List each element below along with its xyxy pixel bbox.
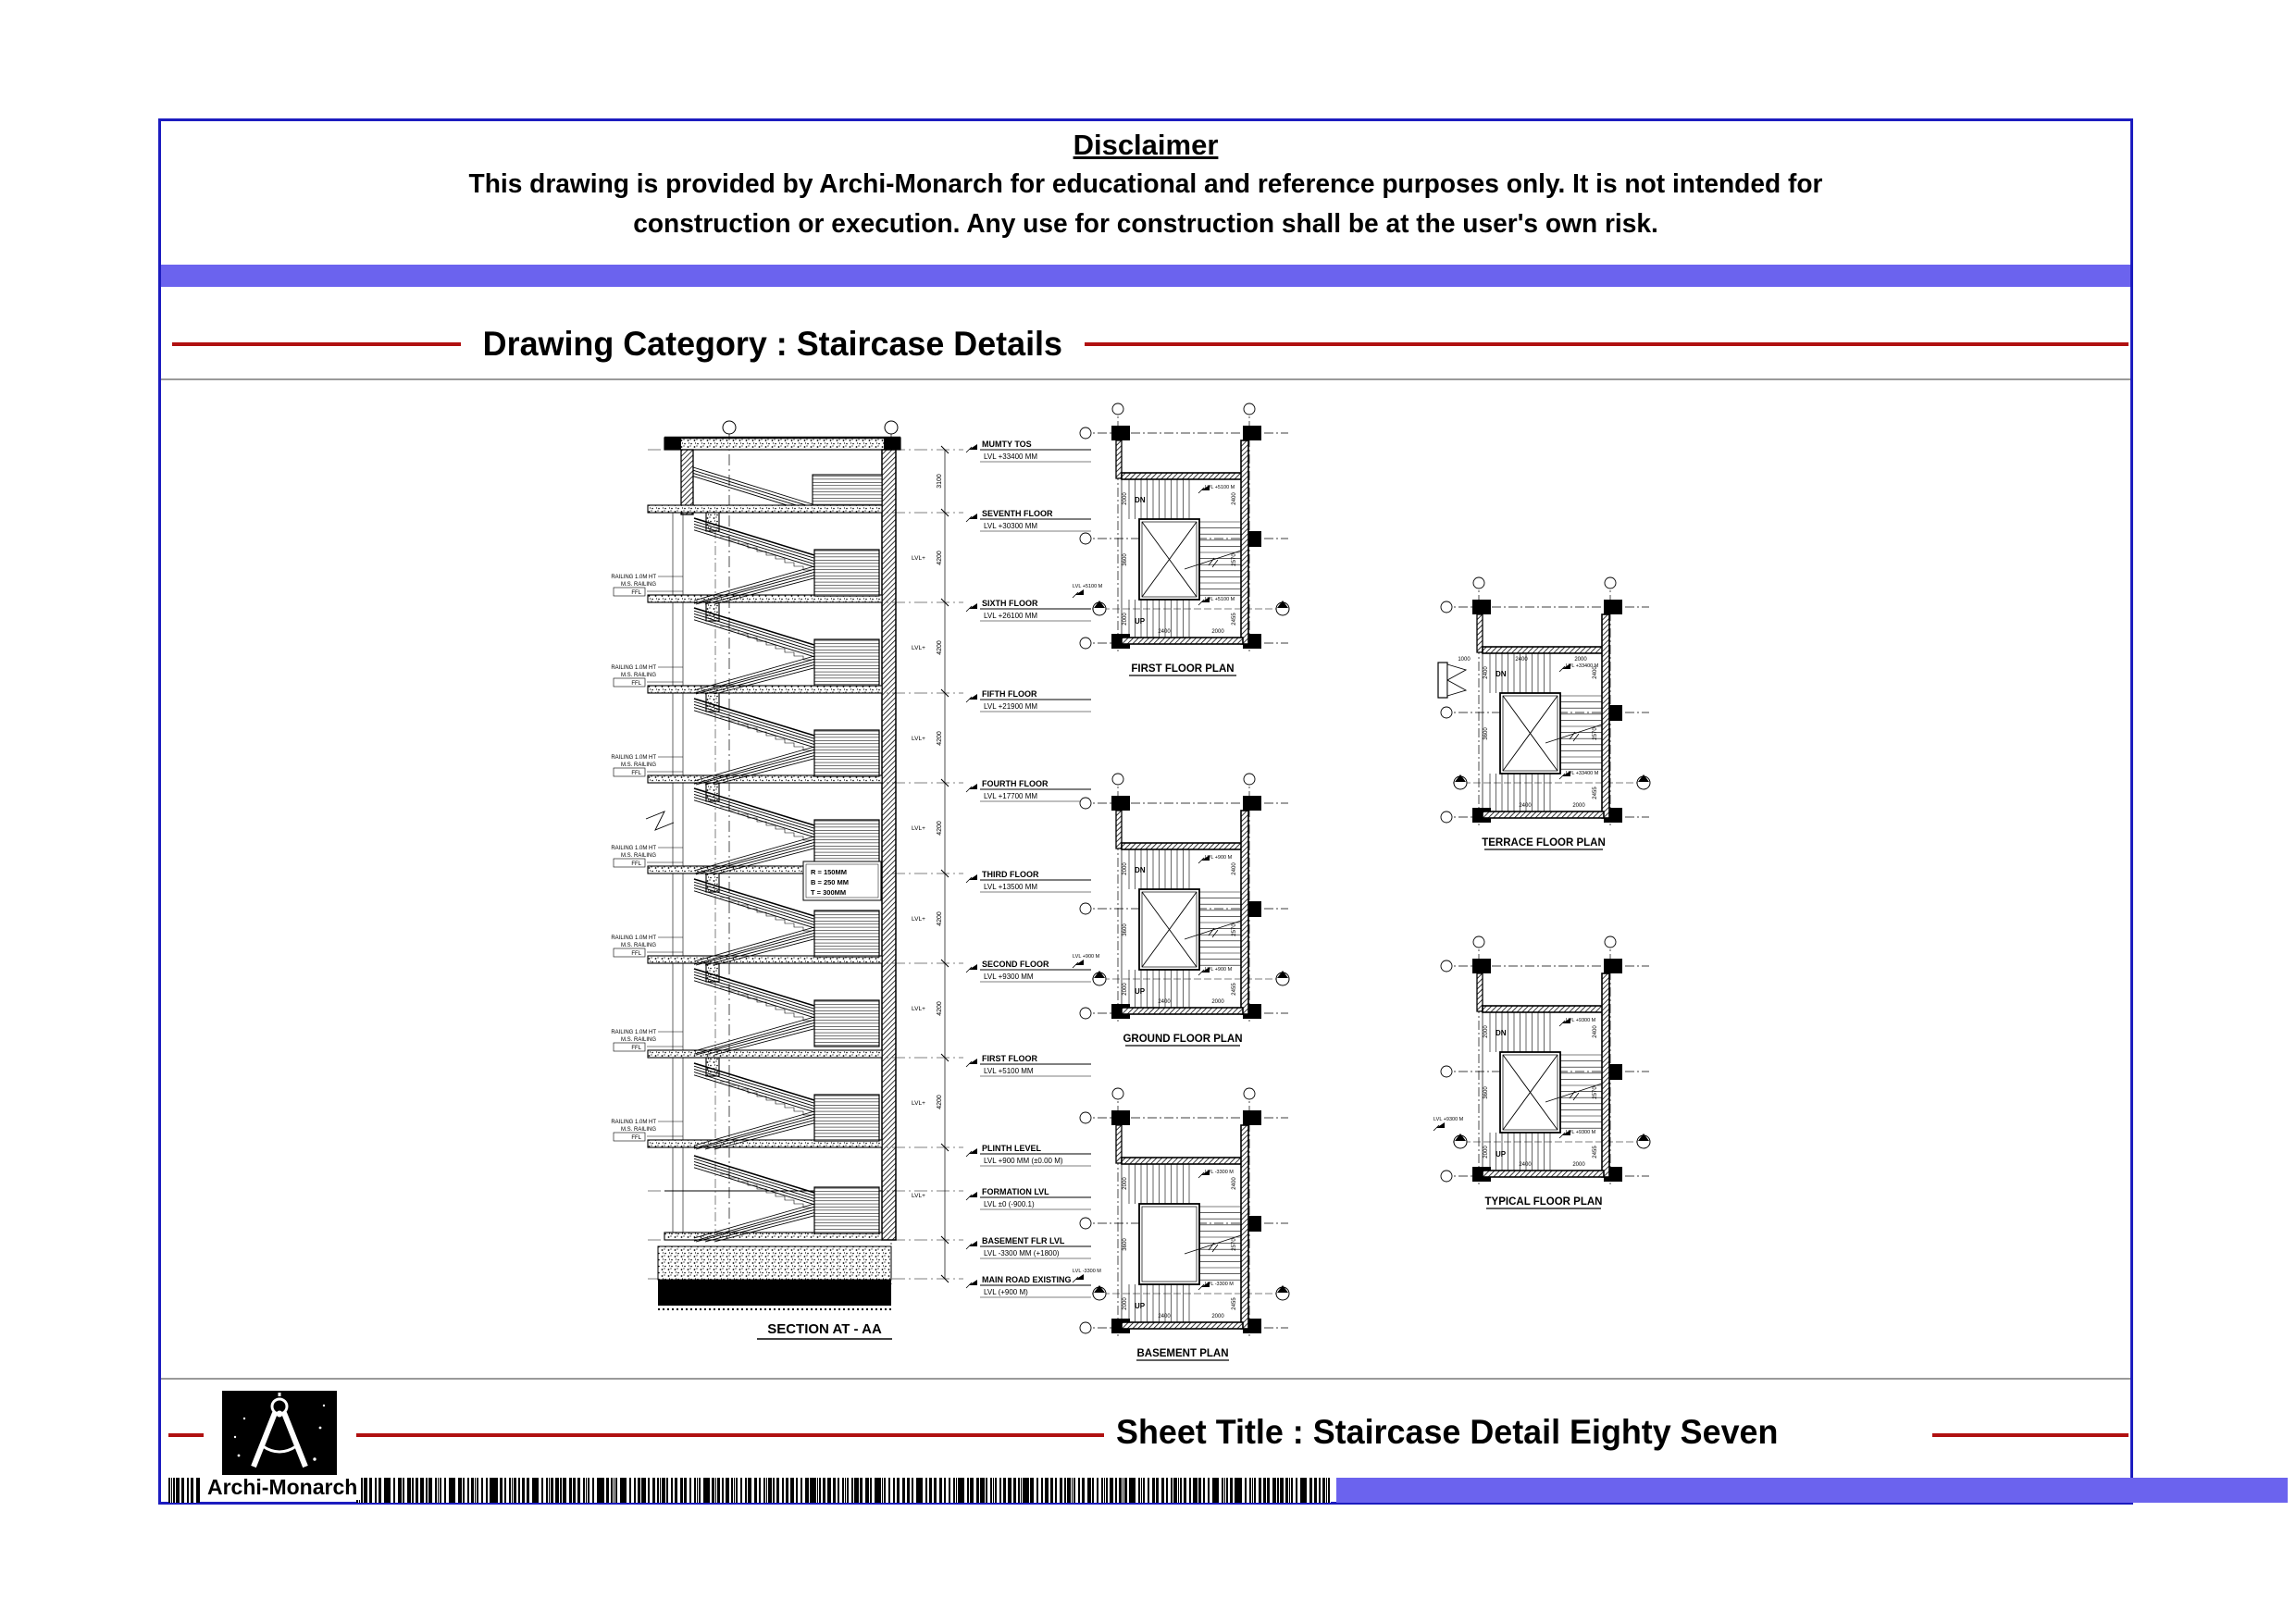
plan-level: LVL -3300 M [1205, 1170, 1234, 1175]
dn-label: DN [1496, 1029, 1507, 1037]
plan-level: LVL +9300 M [1433, 1117, 1464, 1122]
legend-breadth: B = 250 MM [811, 878, 850, 886]
plan-typical-floor [1433, 934, 1655, 1220]
section-note: RAILING 1.0M HT [611, 665, 656, 671]
legend-tread: T = 300MM [811, 888, 847, 897]
up-label: UP [1135, 1302, 1146, 1310]
level-name: PLINTH LEVEL [982, 1144, 1042, 1153]
archi-monarch-logo [222, 1391, 337, 1476]
dim: 2000 [1123, 613, 1128, 626]
section-note: M.S. RAILING [620, 582, 656, 588]
level-value: LVL +21900 MM [984, 702, 1038, 711]
section-note: FFL [631, 681, 641, 687]
dim-top: 3100 [937, 474, 943, 489]
dim-floor: 4200 [937, 1001, 943, 1016]
section-note: M.S. RAILING [620, 1037, 656, 1043]
dim: 2000 [1211, 999, 1224, 1005]
section-note: FFL [631, 951, 641, 957]
level-name: SECOND FLOOR [982, 960, 1049, 969]
footer-rule-right [1932, 1433, 2128, 1437]
dim: 2000 [1123, 492, 1128, 505]
section-title: SECTION AT - AA [767, 1321, 882, 1337]
level-name: MUMTY TOS [982, 440, 1032, 449]
footer-rule-dash [168, 1433, 204, 1437]
dim: 2000 [1483, 1146, 1489, 1158]
section-note: FFL [631, 771, 641, 776]
plan-title: FIRST FLOOR PLAN [1131, 663, 1235, 675]
dim: 2000 [1483, 1025, 1489, 1038]
plan-title: TERRACE FLOOR PLAN [1482, 837, 1606, 849]
section-note: RAILING 1.0M HT [611, 1120, 656, 1125]
dim: 2000 [1123, 862, 1128, 875]
brand-name: Archi-Monarch [205, 1475, 360, 1500]
footer-rule-left [356, 1433, 1104, 1437]
dim-floor: 4200 [937, 551, 943, 565]
dim: 2400 [1158, 629, 1171, 635]
disclaimer-line-2: construction or execution. Any use for construction shall be at the user's own risk. [633, 209, 1658, 239]
dim: 2000 [1211, 1314, 1224, 1319]
plan-level: LVL +900 M [1205, 967, 1233, 973]
level-value: LVL +33400 MM [984, 452, 1038, 461]
dim: 3600 [1123, 1238, 1128, 1251]
section-note: M.S. RAILING [620, 762, 656, 768]
disclaimer-line-1: This drawing is provided by Archi-Monarch for educational and reference purposes only. It is not intended for [468, 169, 1823, 199]
plan-level: LVL +900 M [1205, 855, 1233, 861]
dim: 2455 [1232, 613, 1237, 626]
disclaimer-title: Disclaimer [1073, 129, 1219, 161]
dim: 2455 [1593, 1146, 1598, 1158]
dim: 2400 [1483, 666, 1489, 679]
plan-terrace-floor [1433, 575, 1655, 861]
level-name: THIRD FLOOR [982, 870, 1039, 879]
dim: 3600 [1123, 923, 1128, 936]
flight-flag: LVL+ [912, 1100, 925, 1107]
plan-level: LVL +900 M [1073, 954, 1100, 960]
sheet-title: Sheet Title : Staircase Detail Eighty Seven [1116, 1413, 1779, 1451]
level-name: FIRST FLOOR [982, 1054, 1037, 1063]
dim: 2570 [1232, 553, 1237, 566]
level-name: FIFTH FLOOR [982, 689, 1037, 699]
dim: 1000 [1458, 657, 1471, 663]
level-name: SIXTH FLOOR [982, 599, 1038, 608]
dim: 2400 [1232, 862, 1237, 875]
staircase-section-drawing [577, 419, 1095, 1349]
dim: 2400 [1519, 1162, 1532, 1168]
dim: 2000 [1572, 1162, 1585, 1168]
level-value: LVL +13500 MM [984, 883, 1038, 891]
dim-floor: 4200 [937, 1095, 943, 1109]
footer-divider [161, 1378, 2130, 1380]
dim-floor: 4200 [937, 731, 943, 746]
flight-flag: LVL+ [912, 1193, 925, 1199]
plan-level: LVL +5100 M [1073, 584, 1103, 589]
accent-bar-bottom [1336, 1478, 2288, 1503]
legend-riser: R = 150MM [811, 868, 847, 876]
dim: 2400 [1232, 1177, 1237, 1190]
drawing-sheet [158, 118, 2133, 1505]
level-value: LVL +9300 MM [984, 973, 1034, 981]
flight-flag: LVL+ [912, 645, 925, 651]
plan-level: LVL +5100 M [1205, 485, 1235, 490]
plan-level: LVL +9300 M [1566, 1130, 1596, 1135]
level-value: LVL (+900 M) [984, 1288, 1028, 1296]
dim: 2400 [1232, 492, 1237, 505]
dim: 2570 [1593, 727, 1598, 740]
flight-flag: LVL+ [912, 916, 925, 923]
section-note: RAILING 1.0M HT [611, 846, 656, 851]
category-title: Drawing Category : Staircase Details [482, 325, 1063, 363]
dn-label: DN [1135, 866, 1146, 874]
dim: 2000 [1123, 1297, 1128, 1310]
up-label: UP [1135, 617, 1146, 626]
section-note: RAILING 1.0M HT [611, 575, 656, 580]
category-row [161, 323, 2130, 365]
compass-icon [222, 1391, 337, 1476]
flight-flag: LVL+ [912, 736, 925, 742]
section-note: RAILING 1.0M HT [611, 1030, 656, 1035]
level-value: LVL +17700 MM [984, 792, 1038, 800]
flight-flag: LVL+ [912, 1006, 925, 1012]
level-value: LVL +26100 MM [984, 612, 1038, 620]
dim: 3600 [1483, 1086, 1489, 1099]
dim: 2400 [1515, 657, 1528, 663]
section-note: FFL [631, 861, 641, 867]
up-label: UP [1135, 987, 1146, 996]
plan-level: LVL +33400 M [1566, 771, 1599, 776]
dim: 2455 [1232, 983, 1237, 996]
level-name: BASEMENT FLR LVL [982, 1236, 1065, 1245]
section-note: FFL [631, 1046, 641, 1051]
level-value: LVL -3300 MM (+1800) [984, 1249, 1060, 1258]
level-name: MAIN ROAD EXISTING [982, 1275, 1072, 1284]
dim-floor: 4200 [937, 821, 943, 836]
section-note: M.S. RAILING [620, 853, 656, 859]
category-rule-right [1085, 342, 2128, 346]
flight-flag: LVL+ [912, 825, 925, 832]
plan-title: TYPICAL FLOOR PLAN [1484, 1196, 1603, 1208]
header-divider [161, 378, 2130, 380]
sheet-title-row [161, 1413, 2130, 1459]
section-note: RAILING 1.0M HT [611, 755, 656, 761]
barcode-left-segment [168, 1478, 200, 1503]
dim: 3600 [1483, 727, 1489, 740]
level-value: LVL +30300 MM [984, 522, 1038, 530]
plan-level: LVL +5100 M [1205, 597, 1235, 602]
plan-basement [1072, 1085, 1294, 1372]
plan-level: LVL -3300 M [1205, 1282, 1234, 1287]
dim: 2000 [1572, 803, 1585, 809]
plan-level: LVL +9300 M [1566, 1018, 1596, 1023]
dim: 2400 [1593, 1025, 1598, 1038]
section-note: FFL [631, 1135, 641, 1141]
dim: 2455 [1232, 1297, 1237, 1310]
dim: 2000 [1123, 1177, 1128, 1190]
section-note: M.S. RAILING [620, 673, 656, 678]
dim: 2400 [1519, 803, 1532, 809]
dim: 2000 [1211, 629, 1224, 635]
dim-floor: 4200 [937, 640, 943, 655]
level-name: FORMATION LVL [982, 1187, 1049, 1196]
dim: 2570 [1232, 1238, 1237, 1251]
dim: 2000 [1123, 983, 1128, 996]
plan-title: GROUND FLOOR PLAN [1123, 1034, 1243, 1045]
dim: 2570 [1232, 923, 1237, 936]
section-note: FFL [631, 590, 641, 596]
level-value: LVL +900 MM (±0.00 M) [984, 1157, 1063, 1165]
dim: 3600 [1123, 553, 1128, 566]
plan-level: LVL -3300 M [1073, 1269, 1101, 1274]
dim-floor: 4200 [937, 911, 943, 926]
level-value: LVL +5100 MM [984, 1067, 1034, 1075]
dn-label: DN [1496, 670, 1507, 678]
dn-label: DN [1135, 496, 1146, 504]
dim: 2455 [1593, 787, 1598, 799]
dim: 2000 [1574, 657, 1587, 663]
category-rule-left [172, 342, 461, 346]
dim: 2400 [1158, 1314, 1171, 1319]
barcode [356, 1478, 1331, 1503]
accent-bar-top [161, 265, 2130, 287]
dim: 2570 [1593, 1086, 1598, 1099]
dim: 2400 [1593, 666, 1598, 679]
level-name: SEVENTH FLOOR [982, 509, 1053, 518]
flight-flag: LVL+ [912, 555, 925, 562]
dim: 2400 [1158, 999, 1171, 1005]
section-note: M.S. RAILING [620, 943, 656, 948]
plan-title: BASEMENT PLAN [1136, 1348, 1229, 1359]
plan-level: LVL +33400 M [1566, 663, 1599, 669]
level-name: FOURTH FLOOR [982, 779, 1049, 788]
plan-ground-floor [1072, 771, 1294, 1058]
up-label: UP [1496, 1150, 1507, 1158]
plan-first-floor [1072, 401, 1294, 688]
level-value: LVL ±0 (-900.1) [984, 1200, 1035, 1208]
section-note: RAILING 1.0M HT [611, 935, 656, 941]
section-note: M.S. RAILING [620, 1127, 656, 1133]
